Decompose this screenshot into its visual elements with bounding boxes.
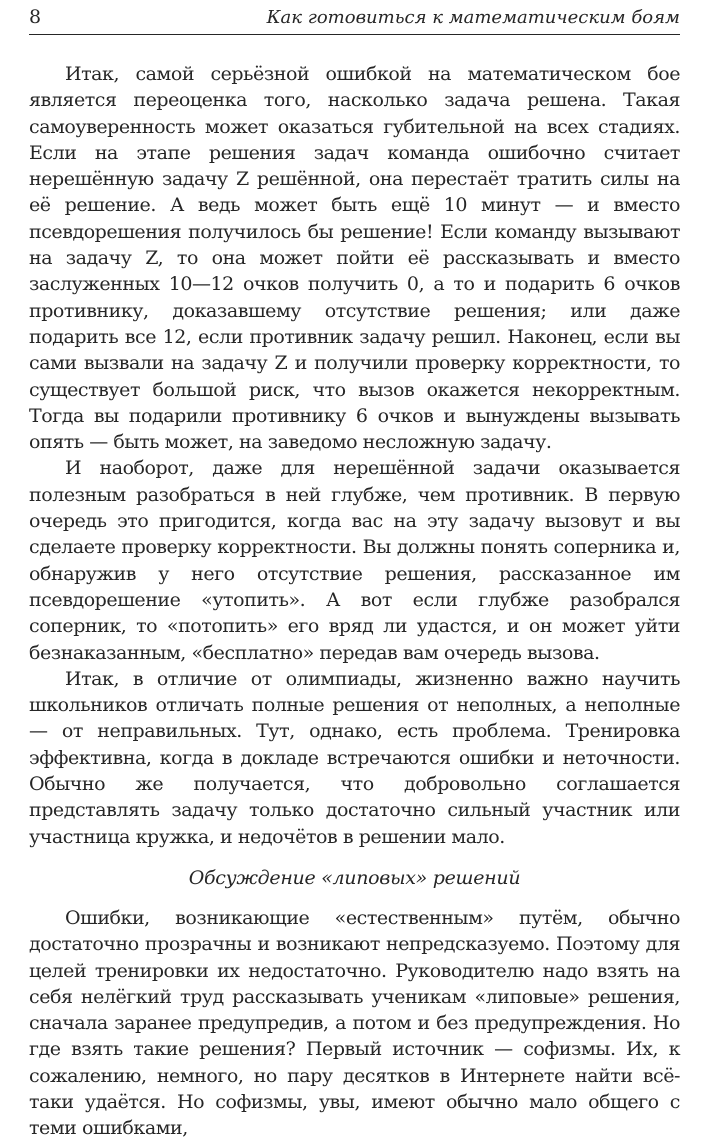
body-text xyxy=(29,61,680,1142)
running-title: Как готовиться к математическим боям xyxy=(266,7,680,28)
section-subheading: Обсуждение «липовых» решений xyxy=(188,866,521,889)
book-page xyxy=(29,0,680,1142)
page-header xyxy=(29,0,680,35)
paragraph: Ошибки, возникающие «естественным» путём, обычно достаточно прозрачны и возникают непредсказуемо. Поэтому для целей тренировки их недостаточно. Руководителю надо взять на себя нелёгкий труд рассказывать ученикам «липовые» решения, сначала заранее предупредив, а потом и без предупреждения. Но где взять такие решения? Первый источник — софизмы. Их, к сожалению, немного, но пару десятков в Интернете найти всё-таки удаётся. Но софизмы, увы, имеют обычно мало общего с теми ошибками, xyxy=(29,906,680,1140)
paragraph: Итак, самой серьёзной ошибкой на математическом бое является переоценка того, насколько задача решена. Такая самоуверенность может оказаться губительной на всех стадиях. Если на этапе решения задач команда ошибочно считает нерешённую задачу Z решённой, она перестаёт тратить силы на её решение. А ведь может быть ещё 10 минут — и вместо псевдорешения получилось бы решение! Если команду вызывают на задачу Z, то она может пойти её рассказывать и вместо заслуженных 10—12 очков получить 0, а то и подарить 6 очков противнику, доказавшему отсутствие решения; или даже подарить все 12, если противник задачу решил. Наконец, если вы сами вызвали на задачу Z и получили проверку корректности, то существует большой риск, что вызов окажется некорректным. Тогда вы подарили противнику 6 очков и вынуждены вызывать опять — быть может, на заведомо несложную задачу. xyxy=(29,63,680,454)
paragraph: Итак, в отличие от олимпиады, жизненно важно научить школьников отличать полные решения от неполных, а неполные — от неправильных. Тут, однако, есть проблема. Тренировка эффективна, когда в докладе встречаются ошибки и неточности. Обычно же получается, что добровольно соглашается представлять задачу только достаточно сильный участник или участница кружка, и недочётов в решении мало. xyxy=(29,667,680,848)
page-number: 8 xyxy=(29,6,42,28)
paragraph: И наоборот, даже для нерешённой задачи оказывается полезным разобраться в ней глубже, чем противник. В первую очередь это пригодится, когда вас на эту задачу вызовут и вы сделаете проверку корректности. Вы должны понять соперника и, обнаружив у него отсутствие решения, рассказанное им псевдорешение «утопить». А вот если глубже разобрался соперник, то «потопить» его вряд ли удастся, и он может уйти безнаказанным, «бесплатно» передав вам очередь вызова. xyxy=(29,457,680,664)
